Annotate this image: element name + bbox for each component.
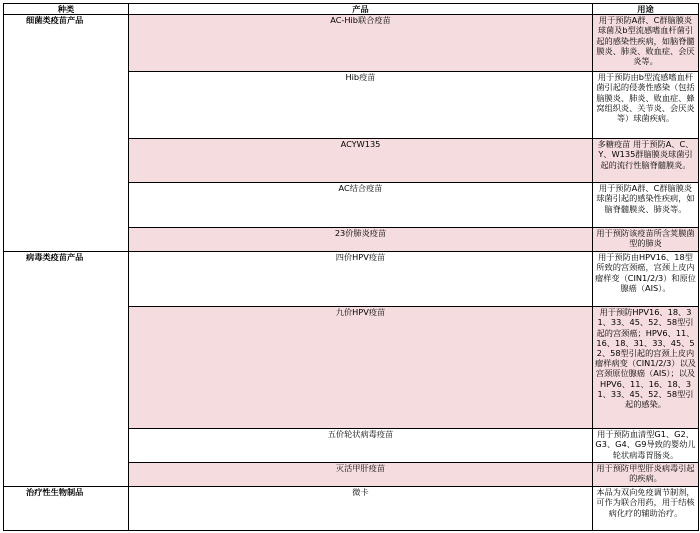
category-cell: 治疗性生物制品 [4,487,129,531]
use-cell: 用于预防A群、C群脑膜炎球菌及b型流感嗜血杆菌引起的感染性疾病，如脑脊髓膜炎、肺炎、败血症、会厌炎等。 [593,15,699,72]
category-cell: 病毒类疫苗产品 [4,252,129,487]
use-cell: 多糖疫苗 用于预防A、C、Y、W135群脑膜炎球菌引起的流行性脑脊髓膜炎。 [593,139,699,183]
use-cell: 用于预防血清型G1、G2、G3、G4、G9导致的婴幼儿轮状病毒胃肠炎。 [593,429,699,463]
header-use: 用途 [593,4,699,15]
product-cell: 微卡 [129,487,593,531]
product-cell: 九价HPV疫苗 [129,307,593,429]
product-cell: 灭活甲肝疫苗 [129,463,593,487]
product-cell: Hib疫苗 [129,72,593,139]
use-cell: 用于预防甲型肝炎病毒引起的疾病。 [593,463,699,487]
table-row [4,487,699,531]
use-cell: 用于预防由HPV16、18型所致的宫颈癌，宫颈上皮内瘤样变（CIN1/2/3）和原位腺癌（AIS）。 [593,252,699,307]
product-cell: AC-Hib联合疫苗 [129,15,593,72]
category-cell: 细菌类疫苗产品 [4,15,129,252]
header-category: 种类 [4,4,129,15]
product-cell: ACYW135 [129,139,593,183]
product-cell: 四价HPV疫苗 [129,252,593,307]
table-row [4,252,699,307]
header-row [4,4,699,15]
use-cell: 用于预防HPV16、18、31、33、45、52、58型引起的宫颈癌；HPV6、11、16、18、31、33、45、52、58型引起的宫颈上皮内瘤样病变（CIN1/2/3）以及宫颈原位腺癌（AIS）；以及HPV6、11、16、18、31、33、45、52、58型引起的感染。 [593,307,699,429]
use-cell: 用于预防该疫苗所含荚膜菌型的肺炎 [593,228,699,252]
product-cell: 五价轮状病毒疫苗 [129,429,593,463]
use-cell: 本品为双向免疫调节制剂，可作为联合用药，用于结核病化疗的辅助治疗。 [593,487,699,531]
product-cell: 23价肺炎疫苗 [129,228,593,252]
use-cell: 用于预防由b型流感嗜血杆菌引起的侵袭性感染（包括脑膜炎、肺炎、败血症、蜂窝组织炎、关节炎、会厌炎等）球菌疾病。 [593,72,699,139]
product-cell: AC结合疫苗 [129,183,593,228]
table-row [4,15,699,72]
header-product: 产品 [129,4,593,15]
vaccine-product-table [3,3,699,531]
use-cell: 用于预防A群、C群脑膜炎球菌引起的感染性疾病，如脑脊髓膜炎、肺炎等。 [593,183,699,228]
